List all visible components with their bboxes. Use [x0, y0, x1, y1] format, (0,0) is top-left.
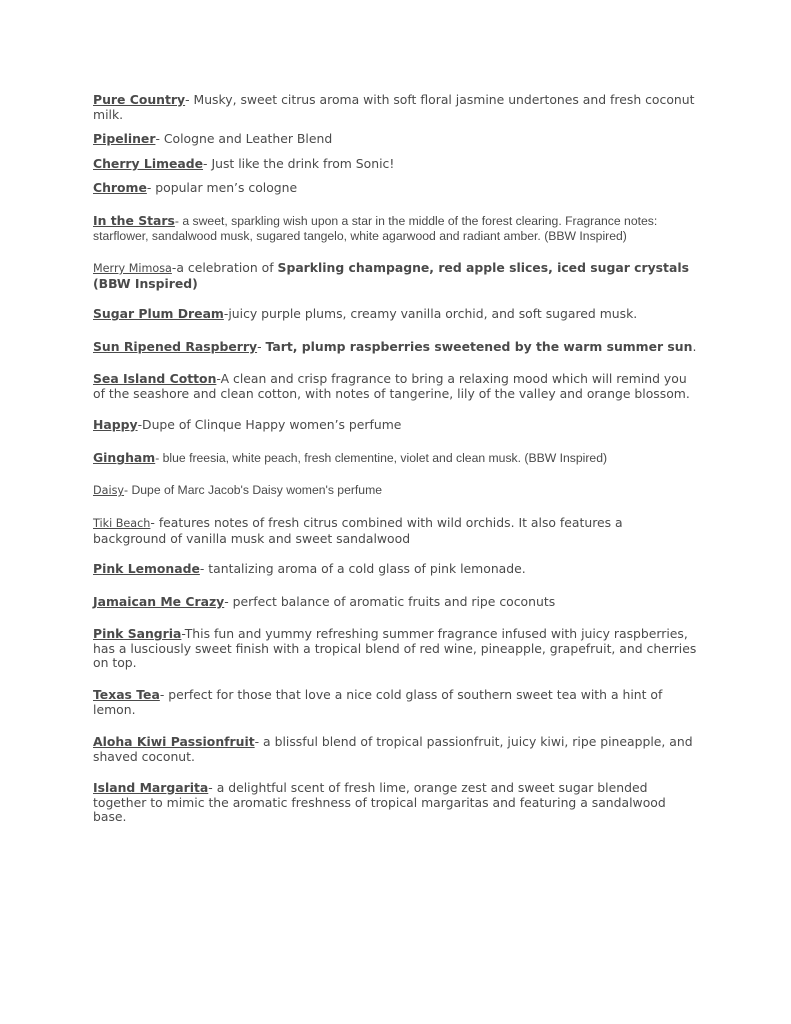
entry-description: - Cologne and Leather Blend — [155, 131, 333, 146]
entry-description: - features notes of fresh citrus combined with wild orchids. It also features a background of vanilla musk and sweet sandalwood — [93, 515, 623, 546]
entry-name: Gingham — [93, 450, 156, 465]
entry-name: Texas Tea — [93, 687, 160, 702]
entry-name: Tiki Beach — [93, 517, 151, 530]
entry-cherry-limeade — [93, 157, 394, 172]
entry-description: - perfect for those that love a nice cold glass of southern sweet tea with a hint of lemon. — [93, 687, 663, 717]
entry-description: - perfect balance of aromatic fruits and ripe coconuts — [224, 594, 556, 609]
entry-name: Pipeliner — [93, 131, 156, 146]
entry-description: -juicy purple plums, creamy vanilla orchid, and soft sugared musk. — [223, 306, 638, 321]
entry-description: - tantalizing aroma of a cold glass of pink lemonade. — [199, 561, 526, 576]
entry-name: Aloha Kiwi Passionfruit — [93, 734, 255, 749]
entry-name: Jamaican Me Crazy — [93, 594, 225, 609]
entry-pipeliner — [93, 132, 332, 147]
entry-pink-sangria — [93, 627, 697, 671]
entry-name: Daisy — [93, 484, 125, 497]
entry-jamaican-me-crazy — [93, 595, 555, 610]
entry-name: Happy — [93, 417, 138, 432]
entry-description: -a celebration of — [171, 260, 278, 275]
entry-description-bold: Tart, plump raspberries sweetened by the warm summer sun — [265, 339, 693, 354]
entry-description-bold: Sparkling champagne, red apple slices, iced sugar crystals (BBW Inspired) — [93, 260, 689, 291]
entry-name: Merry Mimosa — [93, 262, 172, 275]
entry-name: Pink Sangria — [93, 626, 182, 641]
entry-aloha-kiwi-passionfruit — [93, 735, 697, 764]
entry-description: - blue freesia, white peach, fresh clementine, violet and clean musk. (BBW Inspired) — [155, 451, 608, 465]
entry-name: Island Margarita — [93, 780, 209, 795]
entry-description: - — [257, 339, 266, 354]
entry-name: Sun Ripened Raspberry — [93, 339, 258, 354]
entry-description-end: . — [692, 339, 697, 354]
entry-merry-mimosa — [93, 261, 697, 291]
entry-pink-lemonade — [93, 562, 526, 577]
entry-name: Pink Lemonade — [93, 561, 200, 576]
entry-name: Cherry Limeade — [93, 156, 204, 171]
entry-description: - a blissful blend of tropical passionfruit, juicy kiwi, ripe pineapple, and shaved coconut. — [93, 734, 693, 764]
entry-name: Pure Country — [93, 92, 186, 107]
entry-in-the-stars — [93, 214, 697, 243]
entry-gingham — [93, 451, 607, 466]
entry-daisy — [93, 483, 382, 499]
entry-description: -This fun and yummy refreshing summer fragrance infused with juicy raspberries, has a lusciously sweet finish with a tropical blend of red wine, pineapple, grapefruit, and cherries on top. — [93, 626, 697, 670]
entry-sea-island-cotton — [93, 372, 697, 401]
entry-happy — [93, 418, 401, 433]
entry-description: - Just like the drink from Sonic! — [203, 156, 395, 171]
entry-chrome — [93, 181, 297, 196]
entry-sugar-plum-dream — [93, 307, 637, 322]
entry-description: - Musky, sweet citrus aroma with soft floral jasmine undertones and fresh coconut milk. — [93, 92, 695, 122]
entry-name: Sugar Plum Dream — [93, 306, 224, 321]
entry-description: -Dupe of Clinque Happy women’s perfume — [137, 417, 402, 432]
entry-description: - a sweet, sparkling wish upon a star in the middle of the forest clearing. Fragrance notes: starflower, sandalwood musk, sugared tangelo, white agarwood and radiant amber. (BBW Inspired) — [93, 214, 658, 243]
entry-texas-tea — [93, 688, 697, 717]
entry-pure-country — [93, 93, 697, 122]
entry-description: -A clean and crisp fragrance to bring a relaxing mood which will remind you of the seashore and clean cotton, with notes of tangerine, lily of the valley and orange blossom. — [93, 371, 690, 401]
entry-description: - a delightful scent of fresh lime, orange zest and sweet sugar blended together to mimic the aromatic freshness of tropical margaritas and featuring a sandalwood base. — [93, 780, 666, 824]
entry-island-margarita — [93, 781, 697, 825]
entry-tiki-beach — [93, 516, 697, 546]
entry-description: - Dupe of Marc Jacob's Daisy women's perfume — [124, 483, 383, 497]
entry-sun-ripened-raspberry — [93, 340, 696, 355]
entry-name: In the Stars — [93, 213, 175, 228]
entry-description: - popular men’s cologne — [146, 180, 298, 195]
entry-name: Sea Island Cotton — [93, 371, 217, 386]
entry-name: Chrome — [93, 180, 147, 195]
